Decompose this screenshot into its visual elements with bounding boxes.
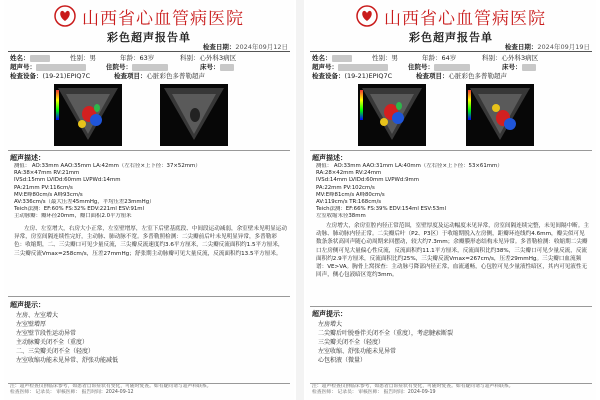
measurement-line: RA:28×42mm RV:24mm: [316, 170, 382, 177]
echo-image-color-2: [466, 84, 534, 146]
exam-item-value: 心脏彩色多普勒超声: [146, 72, 205, 80]
measurement-line: Teich法测：EF:60% FS:32% EDV:221ml ESV:91ml: [14, 206, 145, 213]
sex-field: 性别：男: [372, 54, 398, 62]
footer-signatures: 检查医师： 记录员： 审核医师： 报告时间：2024-09-12: [10, 390, 134, 396]
findings-title: 超声描述：: [312, 154, 347, 162]
measurement-line: PA:21mm PV:116cm/s: [14, 184, 73, 191]
exam-date: [505, 42, 590, 51]
age-field: 年龄：64岁: [422, 54, 457, 62]
measurement-line: 左室收缩末径38mm: [316, 213, 366, 220]
measurement-line: AV:119cm/s TR:168cm/s: [316, 199, 382, 206]
conclusion-item: 左室收缩、舒张功能未见异常: [318, 348, 397, 355]
divider: [310, 150, 592, 151]
device-label: 检查设备：: [10, 72, 43, 80]
measurement-line: 测值： AO:33mm AAO:35mm LA:42mm（左右径×上下径：37×52mm）: [14, 163, 201, 169]
divider: [8, 150, 290, 151]
device-label: 检查设备：: [312, 72, 345, 80]
exam-date-label: 检查日期：: [202, 43, 236, 51]
redacted-id: [522, 64, 536, 71]
department-field: 科别：心外科3病区: [482, 54, 539, 62]
conclusion-title: 超声提示：: [312, 310, 347, 318]
conclusion-item: 左室收缩功能未见异常、舒张功能减低: [16, 357, 119, 364]
findings-title: 超声描述：: [10, 154, 45, 162]
exam-item-label: 检查项目：: [416, 72, 449, 80]
measurements: [316, 163, 592, 221]
redacted-name: [30, 55, 50, 62]
exam-row: [312, 71, 590, 80]
admission-no-label: 住院号：: [106, 63, 132, 71]
measurement-line: IVSd:14mm LVIDd:60mm LVPWd:9mm: [316, 177, 420, 184]
measurement-line: MV:E峰81cm/s A峰80cm/s: [316, 191, 385, 198]
footer-signatures: 检查医师： 记录员： 审核医师： 报告时间：2024-09-19: [312, 390, 436, 396]
exam-date-value: 2024年09月12日: [235, 43, 288, 51]
measurement-line: MV:E峰80cm/s A峰93cm/s: [14, 191, 83, 198]
patient-row-2: [312, 62, 590, 71]
echo-image-color: [54, 84, 122, 146]
footer-note: 注：超声检查仅供临床参考，如患者自诉症状有变化，可随时复查。如有疑问请与超声科联系。: [312, 383, 514, 389]
exam-item-label: 检查项目：: [114, 72, 147, 80]
echo-image-color: [358, 84, 426, 146]
footer-note: 注：超声检查仅供临床参考，如患者自诉症状有变化，可随时复查。如有疑问请与超声科联系。: [10, 383, 212, 389]
divider: [8, 51, 290, 52]
redacted-id: [434, 64, 470, 71]
conclusion-list: [318, 320, 590, 365]
report-subtitle: 彩色超声报告单: [107, 31, 191, 44]
conclusion-item: 左房增大: [318, 321, 343, 328]
measurement-line: PA:22mm PV:102cm/s: [316, 184, 375, 191]
conclusion-item: 左室壁增厚: [16, 321, 47, 328]
hospital-logo-icon: [356, 5, 378, 27]
patient-row-1: [312, 53, 590, 62]
measurement-line: AV:336cm/s（最大压差45mmHg，平均压差23mmHg）: [14, 199, 155, 206]
conclusion-item: 二尖瓣后叶脱垂伴关闭不全（重度），考虑腱索断裂: [318, 330, 454, 337]
report-footer: [312, 384, 590, 397]
report-sheet-left: [4, 0, 294, 400]
report-footer: [10, 384, 288, 397]
conclusion-item: 二、三尖瓣关闭不全（轻度）: [16, 348, 95, 355]
admission-no-label: 住院号：: [408, 63, 434, 71]
measurement-line: 测值： AO:33mm AAO:31mm LA:40mm（左右径×上下径：53×61mm）: [316, 163, 503, 169]
name-label: 姓名：: [312, 54, 332, 62]
name-label: 姓名：: [10, 54, 30, 62]
ultrasound-no-label: 超声号：: [312, 63, 338, 71]
divider: [310, 51, 592, 52]
department-field: 科别：心外科3病区: [180, 54, 237, 62]
report-header: [306, 3, 596, 29]
redacted-id: [338, 64, 388, 71]
hospital-logo-icon: [54, 5, 76, 27]
redacted-id: [220, 64, 234, 71]
echo-image-bmode: [160, 84, 228, 146]
description-text: 左房增大，余房室腔内径正常范围，室壁厚度及运动幅度未见异常，房室间隔连续完整，未见间隔中断。主动脉、肺动脉内径正常。二尖瓣后叶（P2、P3区）于收缩期脱入左房侧，距瓣环连线约4.6mm，瓣尖似可见数条条状高回声随心动周期来回摆动，较大约7.3mm；余瓣膜形态结构未见异常。多普勒检测：收缩期二尖瓣口左房侧可见大量偏心性反流，反流面积约11.1平方厘米，反流面积比约38%，三尖瓣口可见少量反流，反流面积约2.9平方厘米，反流面积比约25%，三尖瓣反流Vmax=267cm/s，压差29mmHg。三尖瓣口血流频谱：VE>VA。胸骨上窝探查：主动脉弓降部内径正常，血流通畅，心包腔可见少量液性暗区，其内可见液性无回声，侧心包液暗区宽约3mm。: [316, 223, 589, 279]
redacted-id: [36, 64, 86, 71]
divider: [8, 296, 290, 297]
conclusion-item: 三尖瓣关闭不全（轻度）: [318, 339, 385, 346]
bed-no-label: 床号：: [502, 63, 522, 71]
sex-field: 性别：男: [70, 54, 96, 62]
conclusion-item: 左室壁节段性运动异常: [16, 330, 77, 337]
redacted-name: [332, 55, 352, 62]
hospital-name: 山西省心血管病医院: [384, 8, 546, 29]
device-value: (19-21)EPIQ7C: [42, 72, 91, 80]
measurements: [14, 163, 290, 221]
measurement-line: Teich法测：EF:66% FS:39% EDV:154ml ESV:53ml: [316, 206, 447, 213]
exam-item-value: 心脏彩色多普勒超声: [448, 72, 507, 80]
measurement-line: IVSd:15mm LVIDd:60mm LVPWd:14mm: [14, 177, 121, 184]
patient-row-2: [10, 62, 288, 71]
device-value: (19-21)EPIQ7C: [344, 72, 393, 80]
report-header: [4, 3, 294, 29]
exam-date-label: 检查日期：: [504, 43, 538, 51]
exam-date: [203, 42, 288, 51]
conclusion-title: 超声提示：: [10, 301, 45, 309]
divider: [310, 306, 592, 307]
age-field: 年龄：63岁: [120, 54, 155, 62]
measurement-line: 主动脉瓣：瓣环径20mm，瓣口面积2.0平方厘米: [14, 213, 132, 220]
measurement-line: RA:38×47mm RV:21mm: [14, 170, 80, 177]
conclusion-list: [16, 311, 288, 365]
redacted-id: [132, 64, 168, 71]
description-text: 左房、左室增大，右房大小正常，左室壁增厚，左室下后壁基底段、中间段运动减弱，余室壁未见明显运动异常，房室间隔连续性完好，主动脉、肺动脉不宽。多普勒照检测：二尖瓣前后叶未见明显异常，多普勒彩色：收缩期，二、三尖瓣口可见少量反流，三尖瓣反流速度约3.6平方厘米，二尖瓣反流面积约1.5平方厘米，三尖瓣反流Vmax=258cm/s，压差27mmHg；舒张期主动脉瓣可见大量反流，反流面积约13.5平方厘米。: [14, 226, 287, 257]
conclusion-item: 心包积液（微量）: [318, 357, 367, 364]
exam-row: [10, 71, 288, 80]
conclusion-item: 左房、左室增大: [16, 312, 59, 319]
page-gutter: [296, 0, 304, 400]
exam-date-value: 2024年09月19日: [537, 43, 590, 51]
conclusion-item: 主动脉瓣关闭不全（重度）: [16, 339, 89, 346]
report-sheet-right: [306, 0, 596, 400]
hospital-name: 山西省心血管病医院: [82, 8, 244, 29]
patient-row-1: [10, 53, 288, 62]
bed-no-label: 床号：: [200, 63, 220, 71]
ultrasound-no-label: 超声号：: [10, 63, 36, 71]
report-subtitle: 彩色超声报告单: [409, 31, 493, 44]
